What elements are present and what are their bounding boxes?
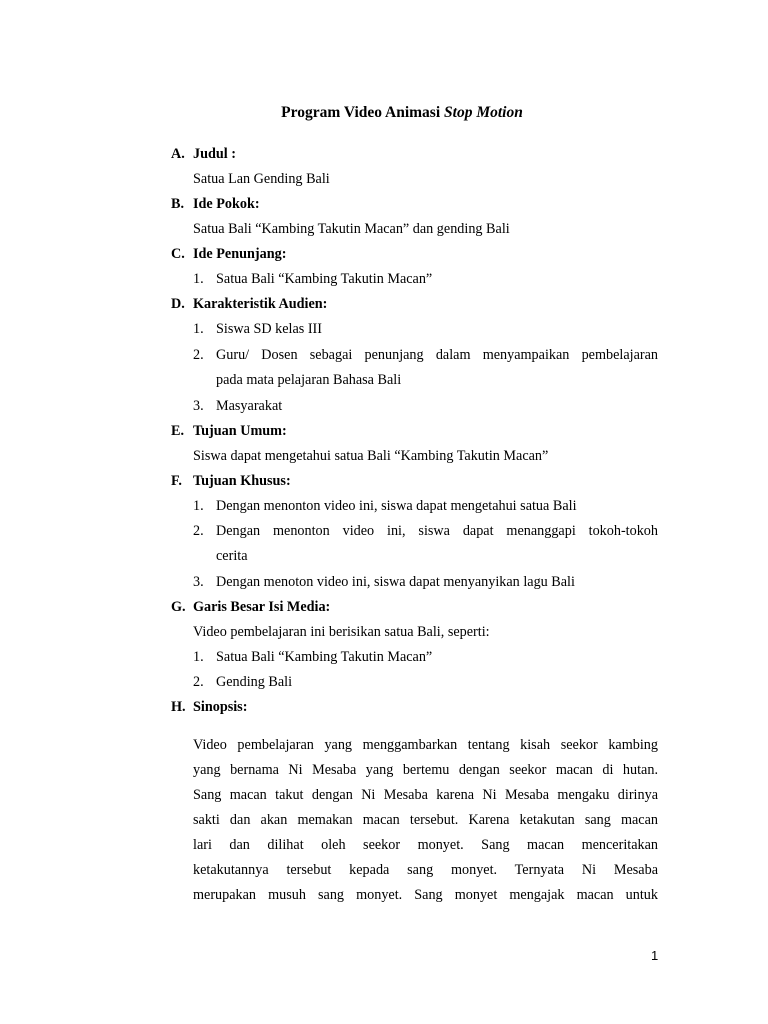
section-letter: G. bbox=[171, 599, 186, 615]
page-title bbox=[0, 104, 768, 122]
list-item-text: Guru/ Dosen sebagai penunjang dalam menyampaikan pembelajaran bbox=[216, 347, 658, 363]
list-item bbox=[193, 270, 432, 288]
section-heading-text: Judul : bbox=[193, 146, 236, 162]
list-number: 2. bbox=[193, 523, 204, 539]
list-number: 2. bbox=[193, 347, 204, 363]
list-item-text-continued: cerita bbox=[216, 548, 248, 564]
list-item bbox=[193, 397, 282, 415]
section-heading-text: Garis Besar Isi Media: bbox=[193, 599, 331, 615]
section-f-heading bbox=[171, 472, 291, 490]
title-main: Program Video Animasi bbox=[281, 104, 445, 121]
list-number: 3. bbox=[193, 574, 204, 590]
page-number: 1 bbox=[651, 948, 659, 963]
section-letter: A. bbox=[171, 146, 185, 162]
section-b-text: Satua Bali “Kambing Takutin Macan” dan gending Bali bbox=[193, 221, 510, 237]
list-item-text: Gending Bali bbox=[216, 674, 293, 690]
section-b-heading bbox=[171, 195, 260, 213]
synopsis-line: yang bernama Ni Mesaba yang bertemu dengan seekor macan di hutan. bbox=[193, 762, 658, 778]
list-item bbox=[193, 320, 322, 338]
section-e-heading bbox=[171, 422, 287, 440]
synopsis-line: sakti dan akan memakan macan tersebut. Karena ketakutan sang macan bbox=[193, 812, 658, 828]
section-heading-text: Ide Pokok: bbox=[193, 196, 260, 212]
list-number: 3. bbox=[193, 398, 204, 414]
section-heading-text: Ide Penunjang: bbox=[193, 246, 287, 262]
list-item-text: Satua Bali “Kambing Takutin Macan” bbox=[216, 271, 433, 287]
section-heading-text: Tujuan Khusus: bbox=[193, 473, 291, 489]
list-item-text: Siswa SD kelas III bbox=[216, 321, 322, 337]
list-item-text: Satua Bali “Kambing Takutin Macan” bbox=[216, 649, 433, 665]
section-a-text: Satua Lan Gending Bali bbox=[193, 171, 330, 187]
list-item-text-continued: pada mata pelajaran Bahasa Bali bbox=[216, 372, 402, 388]
list-item-text: Dengan menonton video ini, siswa dapat menanggapi tokoh-tokoh bbox=[216, 523, 658, 539]
section-letter: D. bbox=[171, 296, 185, 312]
section-letter: F. bbox=[171, 473, 182, 489]
list-item bbox=[193, 573, 575, 591]
list-item-text: Masyarakat bbox=[216, 398, 283, 414]
section-heading-text: Sinopsis: bbox=[193, 699, 248, 715]
list-number: 1. bbox=[193, 271, 204, 287]
list-item bbox=[193, 673, 292, 691]
synopsis-line: merupakan musuh sang monyet. Sang monyet mengajak macan untuk bbox=[193, 887, 658, 903]
section-g-text: Video pembelajaran ini berisikan satua Bali, seperti: bbox=[193, 624, 490, 640]
list-item-text: Dengan menonton video ini, siswa dapat mengetahui satua Bali bbox=[216, 498, 577, 514]
synopsis-line: Sang macan takut dengan Ni Mesaba karena Ni Mesaba mengaku dirinya bbox=[193, 787, 658, 803]
list-item bbox=[193, 648, 432, 666]
synopsis-line: ketakutannya tersebut kepada sang monyet. Ternyata Ni Mesaba bbox=[193, 862, 658, 878]
synopsis-line: Video pembelajaran yang menggambarkan tentang kisah seekor kambing bbox=[193, 737, 658, 753]
list-number: 2. bbox=[193, 674, 204, 690]
section-heading-text: Karakteristik Audien: bbox=[193, 296, 328, 312]
section-g-heading bbox=[171, 598, 330, 616]
list-item bbox=[193, 497, 577, 515]
section-c-heading bbox=[171, 245, 286, 263]
list-number: 1. bbox=[193, 498, 204, 514]
list-number: 1. bbox=[193, 649, 204, 665]
section-h-heading bbox=[171, 698, 247, 716]
section-heading-text: Tujuan Umum: bbox=[193, 423, 287, 439]
list-item-text: Dengan menoton video ini, siswa dapat menyanyikan lagu Bali bbox=[216, 574, 575, 590]
synopsis-line: lari dan dilihat oleh seekor monyet. Sang macan menceritakan bbox=[193, 837, 658, 853]
section-letter: H. bbox=[171, 699, 186, 715]
section-a-heading bbox=[171, 145, 236, 163]
section-letter: E. bbox=[171, 423, 185, 439]
section-d-heading bbox=[171, 295, 327, 313]
title-italic: Stop Motion bbox=[444, 104, 523, 121]
section-e-text: Siswa dapat mengetahui satua Bali “Kambing Takutin Macan” bbox=[193, 448, 549, 464]
section-letter: C. bbox=[171, 246, 185, 262]
section-letter: B. bbox=[171, 196, 185, 212]
list-number: 1. bbox=[193, 321, 204, 337]
